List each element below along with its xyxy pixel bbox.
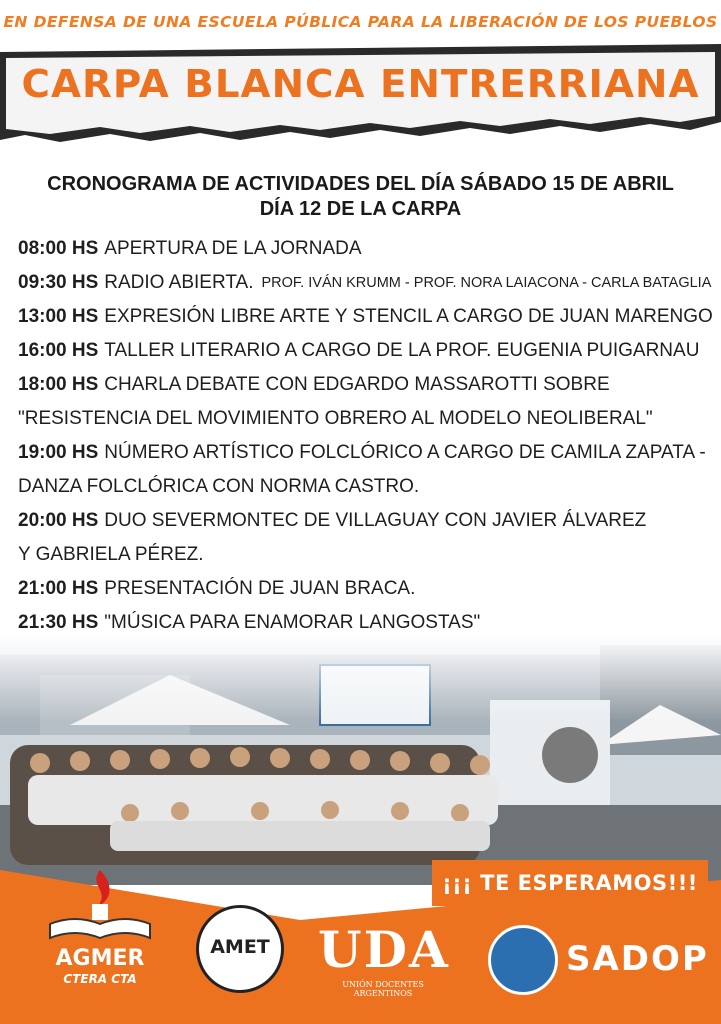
sadop-emblem-icon (488, 925, 558, 995)
agmer-sub: CTERA CTA (63, 972, 137, 986)
agmer-text: AGMER (55, 946, 145, 971)
sadop-logo (488, 925, 713, 1000)
flame-book-icon (40, 866, 160, 946)
schedule-row: 16:00 HS TALLER LITERARIO A CARGO DE LA PROF. EUGENIA PUIGARNAU (18, 340, 700, 361)
schedule-row: "RESISTENCIA DEL MOVIMIENTO OBRERO AL MODELO NEOLIBERAL" (18, 408, 653, 429)
schedule-row: 13:00 HS EXPRESIÓN LIBRE ARTE Y STENCIL A CARGO DE JUAN MARENGO (18, 306, 713, 327)
schedule-row: 18:00 HS CHARLA DEBATE CON EDGARDO MASSAROTTI SOBRE (18, 374, 610, 395)
schedule-row: DANZA FOLCLÓRICA CON NORMA CASTRO. (18, 476, 420, 497)
schedule-row: 20:00 HS DUO SEVERMONTEC DE VILLAGUAY CON JAVIER ÁLVAREZ (18, 510, 647, 531)
schedule-row: 09:30 HS RADIO ABIERTA. PROF. IVÁN KRUMM - PROF. NORA LAIACONA - CARLA BATAGLIA (18, 272, 712, 293)
schedule-list (18, 232, 713, 640)
schedule-row: Y GABRIELA PÉREZ. (18, 544, 204, 565)
sadop-text: SADOP (566, 939, 709, 979)
tagline: EN DEFENSA DE UNA ESCUELA PÚBLICA PARA LA LIBERACIÓN DE LOS PUEBLOS (0, 0, 721, 44)
schedule-title-line1: CRONOGRAMA DE ACTIVIDADES DEL DÍA SÁBADO 15 DE ABRIL (47, 173, 674, 195)
schedule-row: 08:00 HS APERTURA DE LA JORNADA (18, 238, 362, 259)
uda-text: UDA (318, 920, 450, 979)
group-photo (0, 635, 721, 885)
uda-sub: UNIÓN DOCENTES ARGENTINOS (342, 980, 424, 998)
cta-banner: ¡¡¡ TE ESPERAMOS!!! (432, 860, 708, 906)
schedule-row: 21:30 HS "MÚSICA PARA ENAMORAR LANGOSTAS" (18, 612, 481, 633)
uda-logo (318, 920, 448, 1000)
main-title: CARPA BLANCA ENTRERRIANA (21, 62, 700, 106)
schedule-title (0, 172, 721, 222)
agmer-logo (40, 866, 160, 996)
amet-text: AMET (210, 936, 270, 958)
schedule-row: 19:00 HS NÚMERO ARTÍSTICO FOLCLÓRICO A CARGO DE CAMILA ZAPATA - (18, 442, 706, 463)
amet-logo (196, 905, 284, 993)
schedule-row: 21:00 HS PRESENTACIÓN DE JUAN BRACA. (18, 578, 416, 599)
schedule-title-line2: DÍA 12 DE LA CARPA (259, 198, 462, 220)
